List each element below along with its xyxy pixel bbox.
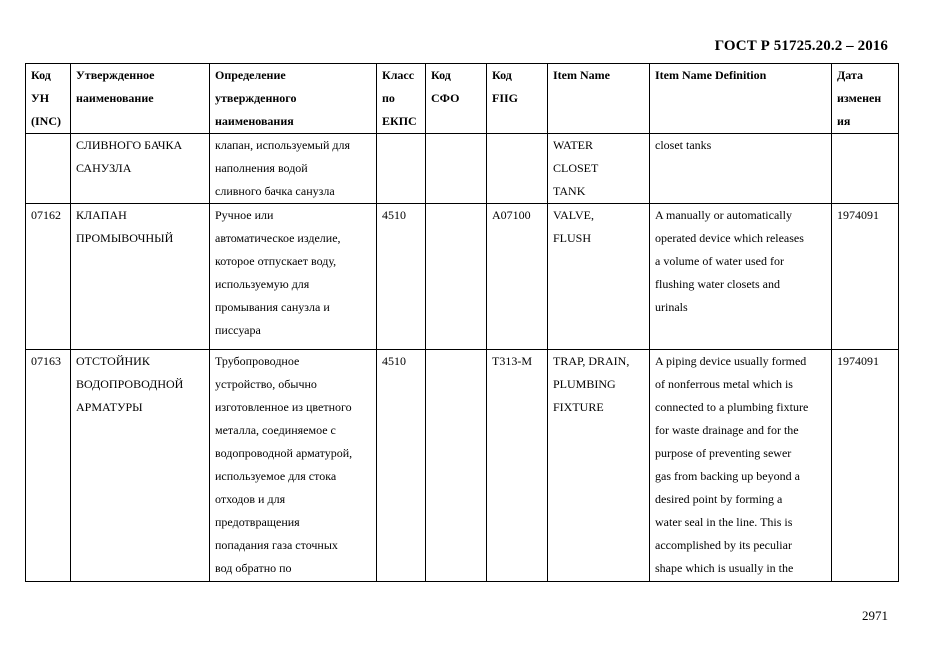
cell-ekps-class — [377, 134, 426, 204]
col-header-sfo-code: Код СФО — [426, 64, 487, 134]
cell-fiig-code — [487, 134, 548, 204]
col-header-item-name: Item Name — [548, 64, 650, 134]
col-header-change-date: Дата изменен ия — [832, 64, 899, 134]
cell-name-definition: Трубопроводное устройство, обычно изготовленное из цветного металла, соединяемое с водопроводной арматурой, используемое для стока отходов и для предотвращения попадания газа сточных вод обратно по — [210, 350, 377, 582]
cell-change-date: 1974091 — [832, 204, 899, 350]
cell-name-definition: Ручное или автоматическое изделие, которое отпускает воду, используемую для промывания санузла и писсуара — [210, 204, 377, 350]
cell-ekps-class: 4510 — [377, 350, 426, 582]
table-header-row — [26, 64, 899, 134]
cell-item-name-definition: A manually or automatically operated device which releases a volume of water used for flushing water closets and urinals — [650, 204, 832, 350]
cell-ekps-class: 4510 — [377, 204, 426, 350]
cell-approved-name: ОТСТОЙНИК ВОДОПРОВОДНОЙ АРМАТУРЫ — [71, 350, 210, 582]
cell-inc-code: 07163 — [26, 350, 71, 582]
cell-sfo-code — [426, 134, 487, 204]
cell-item-name-definition: closet tanks — [650, 134, 832, 204]
col-header-item-name-definition: Item Name Definition — [650, 64, 832, 134]
col-header-fiig-code: Код FIIG — [487, 64, 548, 134]
col-header-ekps-class: Класс по ЕКПС — [377, 64, 426, 134]
cell-item-name-definition: A piping device usually formed of nonferrous metal which is connected to a plumbing fixture for waste drainage and for the purpose of preventing sewer gas from backing up beyond a desired point by forming a water seal in the line. This is accomplished by its peculiar shape which is usually in the — [650, 350, 832, 582]
cell-fiig-code: T313-M — [487, 350, 548, 582]
cell-inc-code — [26, 134, 71, 204]
table-row — [26, 350, 899, 582]
cell-inc-code: 07162 — [26, 204, 71, 350]
cell-fiig-code: A07100 — [487, 204, 548, 350]
col-header-name-definition: Определение утвержденного наименования — [210, 64, 377, 134]
cell-change-date — [832, 134, 899, 204]
cell-approved-name: КЛАПАН ПРОМЫВОЧНЫЙ — [71, 204, 210, 350]
table-row — [26, 134, 899, 204]
cell-sfo-code — [426, 204, 487, 350]
cell-name-definition: клапан, используемый для наполнения водой сливного бачка санузла — [210, 134, 377, 204]
document-header: ГОСТ Р 51725.20.2 – 2016 — [714, 38, 888, 54]
page-number: 2971 — [862, 608, 888, 623]
cell-approved-name: СЛИВНОГО БАЧКА САНУЗЛА — [71, 134, 210, 204]
classification-table — [25, 63, 899, 582]
col-header-approved-name: Утвержденное наименование — [71, 64, 210, 134]
col-header-inc-code: Код УН (INC) — [26, 64, 71, 134]
cell-sfo-code — [426, 350, 487, 582]
table-row — [26, 204, 899, 350]
cell-item-name: VALVE, FLUSH — [548, 204, 650, 350]
cell-item-name: WATER CLOSET TANK — [548, 134, 650, 204]
cell-change-date: 1974091 — [832, 350, 899, 582]
cell-item-name: TRAP, DRAIN, PLUMBING FIXTURE — [548, 350, 650, 582]
